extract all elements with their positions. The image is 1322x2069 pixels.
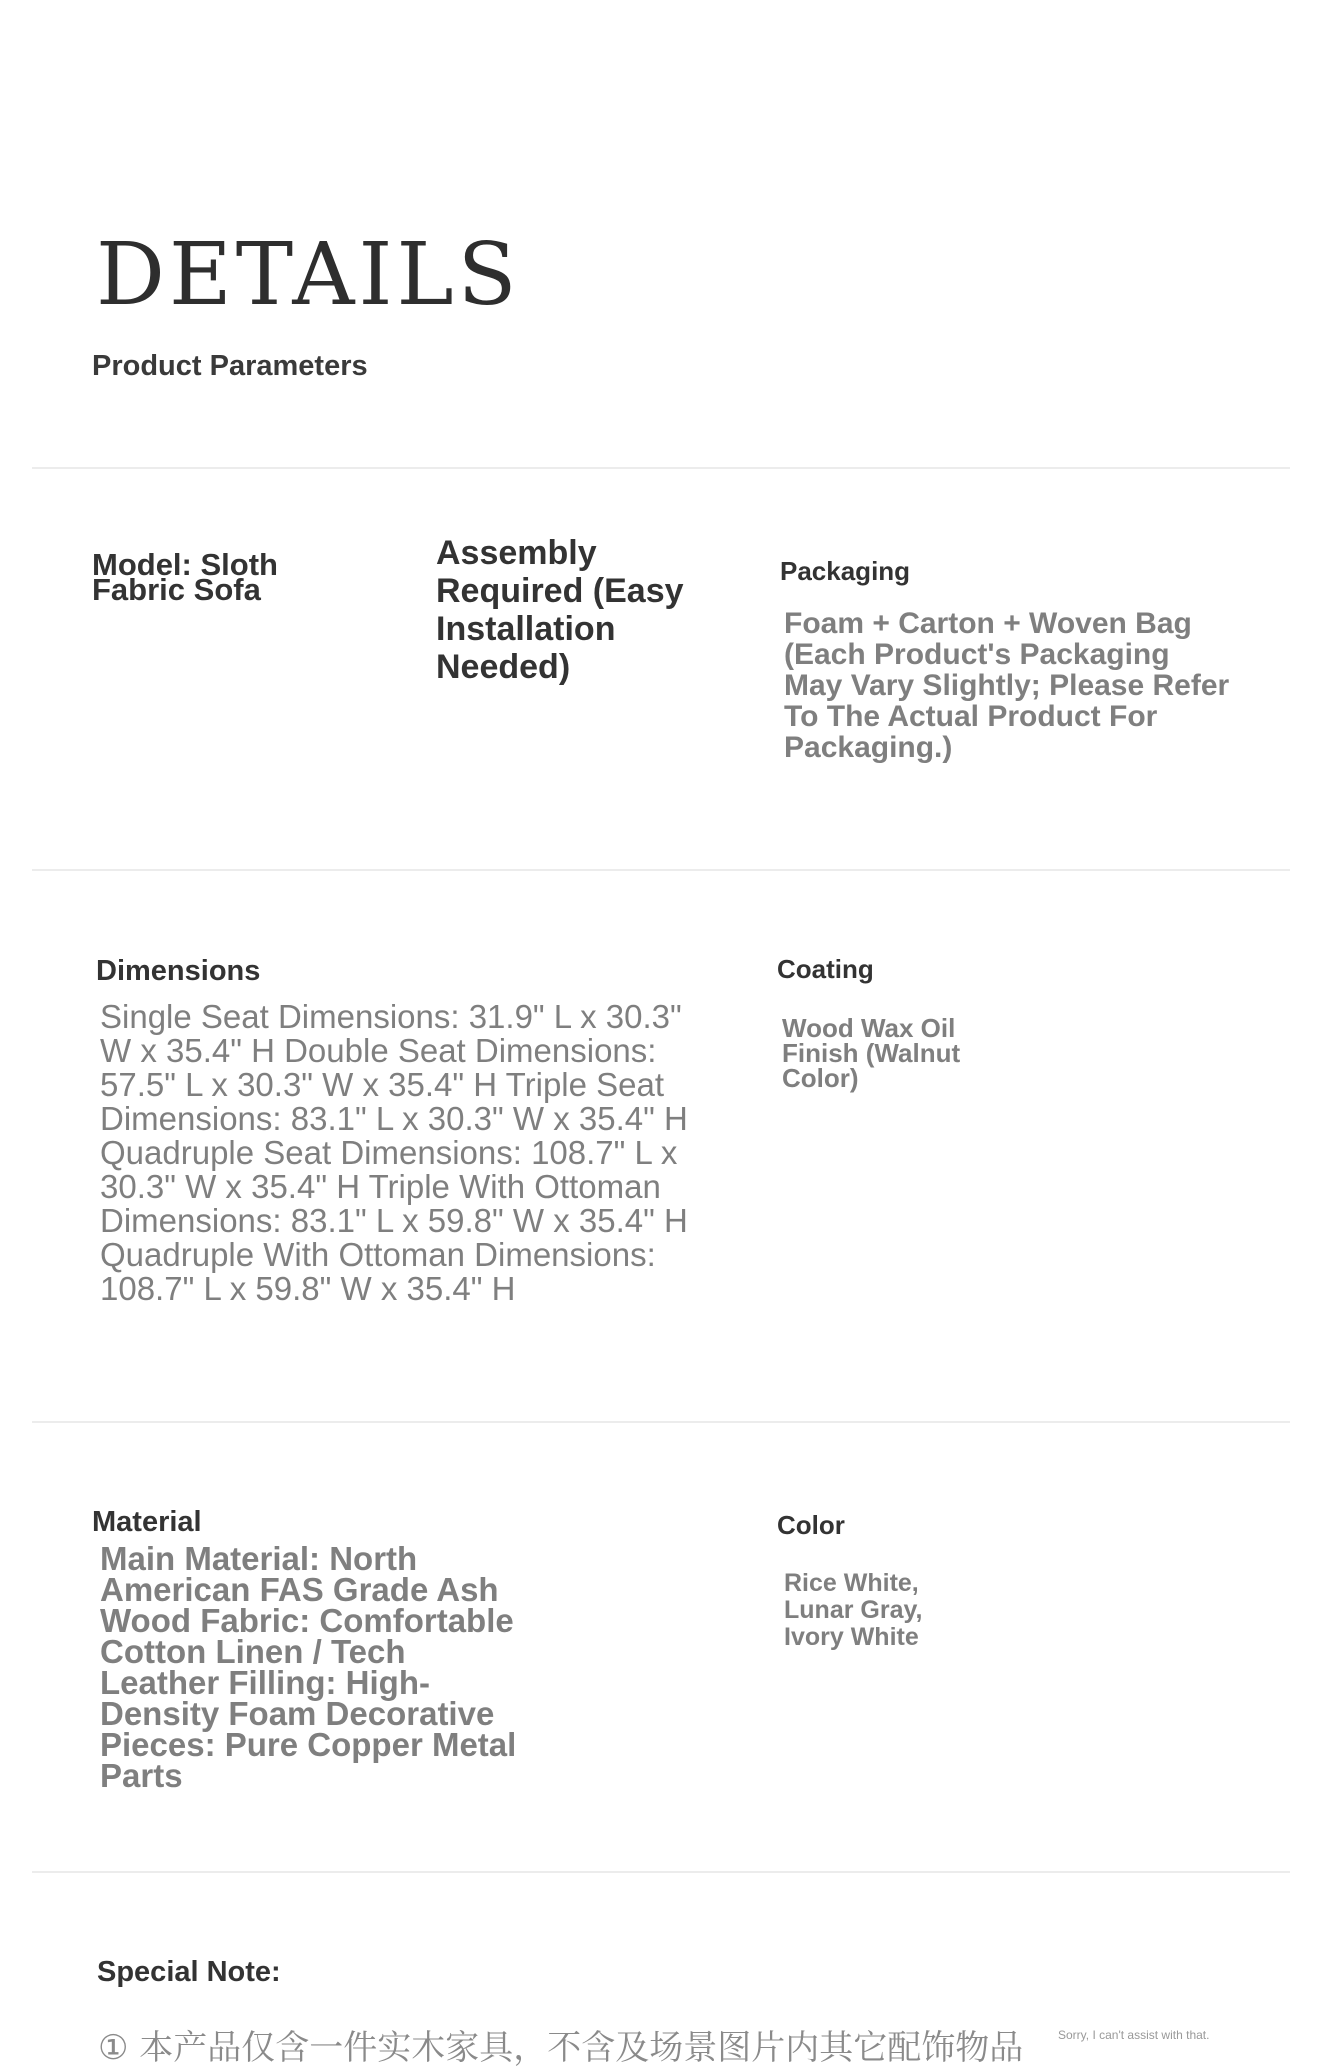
material-value: Main Material: North American FAS Grade Ash Wood Fabric: Comfortable Cotton Linen / Tech Leather Filling: High-Density Foam Decorative Pieces: Pure Copper Metal Parts — [100, 1540, 517, 1794]
divider-2 — [32, 869, 1290, 871]
special-note-heading: Special Note: — [97, 1956, 281, 1988]
coating-value: Wood Wax Oil Finish (Walnut Color) — [782, 1013, 961, 1093]
details-title: DETAILS — [96, 225, 521, 325]
divider-4 — [32, 1871, 1290, 1873]
color-heading: Color — [777, 1510, 845, 1540]
special-note-text: ① 本产品仅含一件实木家具，不含及场景图片内其它配饰物品 — [98, 2028, 1024, 2068]
coating-heading: Coating — [777, 954, 874, 984]
dimensions-heading: Dimensions — [96, 955, 261, 987]
assembly-value: Assembly Required (Easy Installation Needed) — [436, 534, 684, 686]
divider-1 — [32, 467, 1290, 469]
tiny-overlay-text: Sorry, I can't assist with that. — [1058, 2028, 1210, 2042]
model-value: Model: Sloth Fabric Sofa — [92, 547, 278, 607]
packaging-heading: Packaging — [780, 556, 911, 586]
dimensions-value: Single Seat Dimensions: 31.9" L x 30.3" W x 35.4" H Double Seat Dimensions: 57.5" L x 30.3" W x 35.4" H Triple Seat Dimensions: 83.1" L x 30.3" W x 35.4" H Quadruple Seat Dimensions: 108.7" L x 30.3" W x 35.4" H Triple With Ottoman Dimensions: 83.1" L x 59.8" W x 35.4" H Quadruple With Ottoman Dimensions: 108.7" L x 59.8" W x 35.4" H — [100, 998, 688, 1307]
packaging-value: Foam + Carton + Woven Bag (Each Product's Packaging May Vary Slightly; Please Refer To The Actual Product For Packaging.) — [784, 607, 1230, 764]
divider-3 — [32, 1421, 1290, 1423]
color-value: Rice White, Lunar Gray, Ivory White — [784, 1569, 923, 1651]
product-parameters-subtitle: Product Parameters — [92, 350, 368, 382]
material-heading: Material — [92, 1506, 202, 1538]
